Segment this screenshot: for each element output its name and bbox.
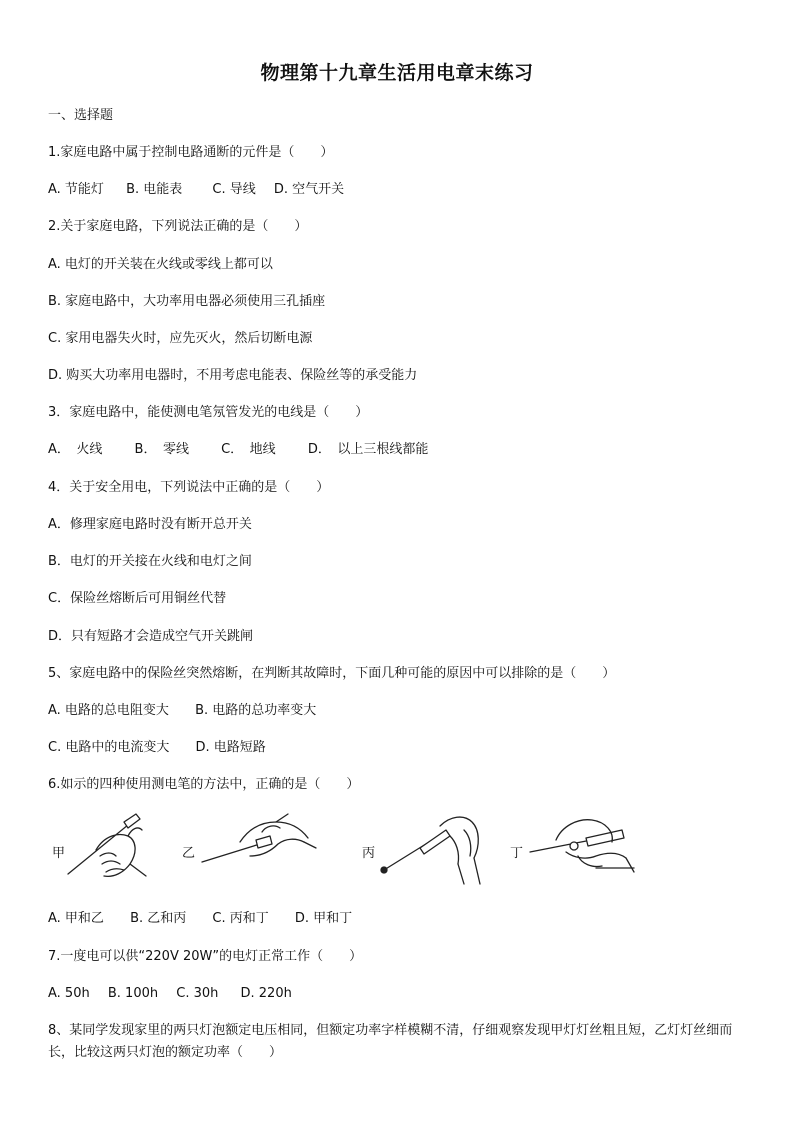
option-a: A. 50h [48, 986, 90, 1001]
figure-jia-hand-tester-icon [66, 812, 166, 882]
question-5-options-row1 [48, 702, 316, 720]
question-6-options [48, 910, 352, 928]
option-c: C. 导线 [212, 182, 256, 197]
question-7-options [48, 985, 292, 1003]
question-2-option-d: D. 购买大功率用电器时，不用考虑电能表、保险丝等的承受能力 [48, 368, 418, 383]
question-1-stem: 1.家庭电路中属于控制电路通断的元件是（ ） [48, 145, 334, 160]
option-c: C． 地线 [221, 442, 276, 457]
question-2-option-c: C. 家用电器失火时，应先灭火，然后切断电源 [48, 331, 313, 346]
option-d: D. 220h [240, 986, 292, 1001]
figure-label-bing: 丙 [362, 846, 376, 861]
tester-figures [48, 812, 648, 887]
figure-ding-hand-tester-icon [526, 812, 638, 884]
question-4-option-b: B．电灯的开关接在火线和电灯之间 [48, 554, 252, 569]
question-5-stem: 5、家庭电路中的保险丝突然熔断，在判断其故障时，下面几种可能的原因中可以排除的是（ ） [48, 666, 616, 681]
option-a: A． 火线 [48, 442, 103, 457]
figure-label-jia: 甲 [52, 846, 66, 861]
option-d: D． 以上三根线都能 [307, 442, 429, 457]
option-c: C. 电路中的电流变大 [48, 740, 170, 755]
figure-label-yi: 乙 [182, 846, 196, 861]
question-3-options [48, 441, 428, 459]
question-4-option-c: C．保险丝熔断后可用铜丝代替 [48, 591, 227, 606]
figure-label-ding: 丁 [510, 846, 524, 861]
option-b: B. 电路的总功率变大 [195, 703, 317, 718]
option-c: C. 30h [176, 986, 219, 1001]
question-2-option-b: B. 家庭电路中，大功率用电器必须使用三孔插座 [48, 294, 326, 309]
option-a: A. 电路的总电阻变大 [48, 703, 169, 718]
figure-bing-hand-tester-icon [380, 812, 490, 887]
question-2-option-a: A. 电灯的开关装在火线或零线上都可以 [48, 257, 273, 272]
option-a: A. 甲和乙 [48, 911, 104, 926]
question-5-options-row2 [48, 739, 266, 757]
option-d: D. 甲和丁 [294, 911, 353, 926]
question-4-stem: 4．关于安全用电，下列说法中正确的是（ ） [48, 480, 330, 495]
question-8-stem: 8、某同学发现家里的两只灯泡额定电压相同，但额定功率字样模糊不清，仔细观察发现甲灯灯丝粗且短，乙灯灯丝细而长，比较这两只灯泡的额定功率（ ） [48, 1023, 733, 1060]
section-heading: 一、选择题 [48, 108, 114, 123]
option-b: B. 100h [107, 986, 159, 1001]
option-b: B. 电能表 [126, 182, 183, 197]
option-b: B． 零线 [134, 442, 189, 457]
question-4-option-a: A．修理家庭电路时没有断开总开关 [48, 517, 252, 532]
question-7-stem: 7.一度电可以供“220V 20W”的电灯正常工作（ ） [48, 949, 363, 964]
option-c: C. 丙和丁 [212, 911, 269, 926]
question-3-stem: 3．家庭电路中，能使测电笔氖管发光的电线是（ ） [48, 405, 369, 420]
option-d: D. 电路短路 [195, 740, 266, 755]
option-b: B. 乙和丙 [130, 911, 187, 926]
question-1-options [48, 181, 344, 199]
page-title: 物理第十九章生活用电章末练习 [260, 62, 534, 84]
question-2-stem: 2.关于家庭电路，下列说法正确的是（ ） [48, 219, 308, 234]
question-4-option-d: D．只有短路才会造成空气开关跳闸 [48, 629, 254, 644]
option-a: A. 节能灯 [48, 182, 104, 197]
question-6-stem: 6.如示的四种使用测电笔的方法中，正确的是（ ） [48, 777, 360, 792]
option-d: D. 空气开关 [273, 182, 345, 197]
figure-yi-hand-tester-icon [200, 812, 320, 882]
